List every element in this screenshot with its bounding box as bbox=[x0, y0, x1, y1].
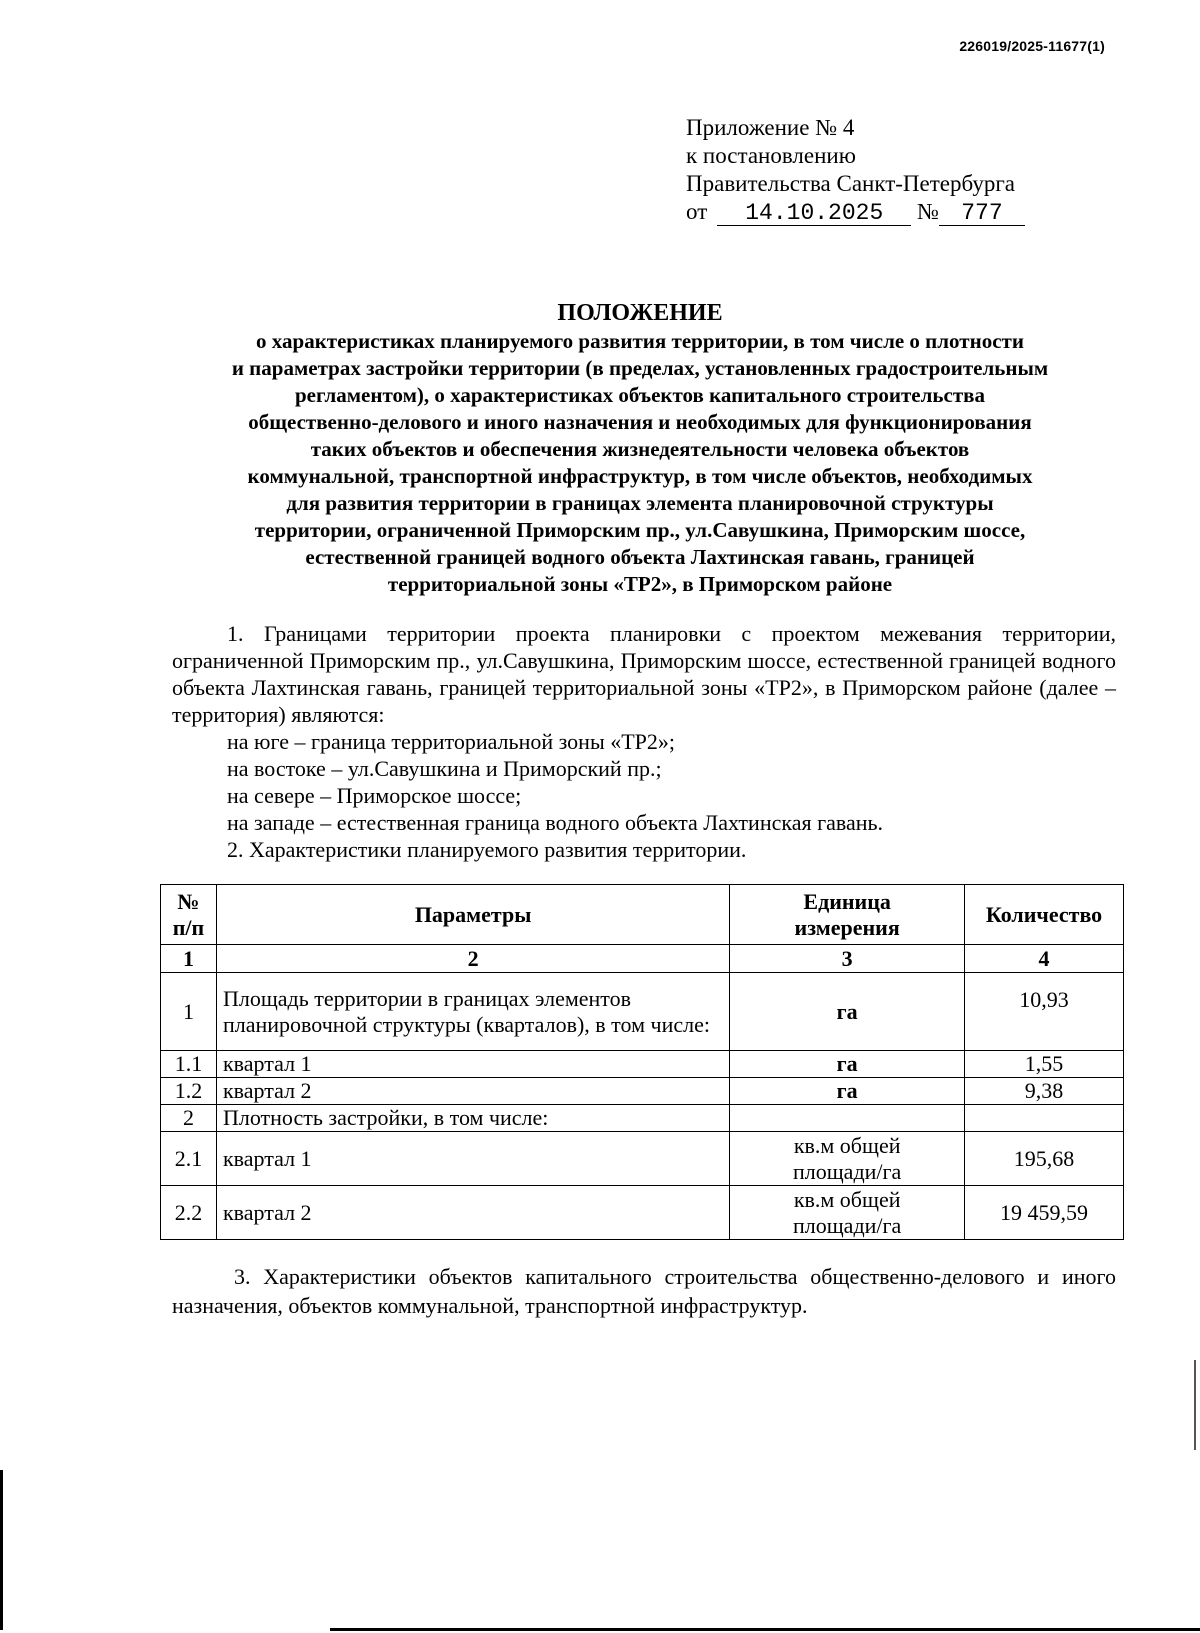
scan-edge-mark bbox=[0, 1470, 3, 1630]
section-1-intro: 1. Границами территории проекта планировки с проектом межевания территории, ограниченной Приморским пр., ул.Савушкина, Приморским шоссе, естественной границей водного объекта Лахтинская гавань, границей территориальной зоны «ТР2», в Приморском районе (далее – территория) являются: bbox=[172, 621, 1116, 727]
row-unit-line-2: площади/га bbox=[792, 1212, 902, 1238]
scan-edge-mark-right bbox=[1194, 1360, 1196, 1450]
title-line: для развития территории в границах элемента планировочной структуры bbox=[286, 491, 994, 515]
title-line: коммунальной, транспортной инфраструктур, в том числе объектов, необходимых bbox=[247, 464, 1033, 488]
decree-number: 777 bbox=[939, 201, 1025, 226]
title-line: территориальной зоны «ТР2», в Приморском районе bbox=[387, 572, 893, 596]
section-3 bbox=[172, 1262, 1116, 1320]
number-label: № bbox=[917, 199, 939, 224]
appendix-header bbox=[686, 114, 1025, 226]
row-number: 2.2 bbox=[161, 1186, 217, 1240]
row-parameter: квартал 2 bbox=[216, 1078, 729, 1105]
column-number-row bbox=[161, 945, 1124, 973]
table-row bbox=[161, 1078, 1124, 1105]
boundary-west: на западе – естественная граница водного объекта Лахтинская гавань. bbox=[227, 810, 884, 835]
header-number-line-1: № bbox=[177, 888, 200, 914]
row-unit bbox=[730, 1186, 965, 1240]
decree-date: 14.10.2025 bbox=[717, 201, 911, 226]
title-line: о характеристиках планируемого развития территории, в том числе о плотности bbox=[256, 329, 1024, 353]
section-2-heading: 2. Характеристики планируемого развития территории. bbox=[227, 837, 747, 862]
row-unit-line-2: площади/га bbox=[792, 1158, 902, 1184]
row-quantity: 195,68 bbox=[965, 1132, 1124, 1186]
column-number: 1 bbox=[161, 945, 217, 973]
header-unit-line-1: Единица bbox=[803, 888, 891, 914]
column-number: 4 bbox=[965, 945, 1124, 973]
row-quantity: 1,55 bbox=[965, 1051, 1124, 1078]
appendix-date-row bbox=[686, 198, 1025, 226]
row-unit bbox=[730, 1132, 965, 1186]
row-number: 1.1 bbox=[161, 1051, 217, 1078]
row-parameter: Площадь территории в границах элементов планировочной структуры (кварталов), в том числе: bbox=[216, 973, 729, 1051]
appendix-line-3: Правительства Санкт-Петербурга bbox=[686, 171, 1015, 196]
row-quantity bbox=[965, 1105, 1124, 1132]
title-line: таких объектов и обеспечения жизнедеятельности человека объектов bbox=[310, 437, 970, 461]
table-row bbox=[161, 973, 1124, 1051]
row-quantity: 10,93 bbox=[965, 973, 1124, 1051]
title-heading: ПОЛОЖЕНИЕ bbox=[557, 300, 723, 326]
characteristics-table bbox=[160, 884, 1124, 1240]
table-row bbox=[161, 1051, 1124, 1078]
boundary-east: на востоке – ул.Савушкина и Приморский пр.; bbox=[227, 756, 662, 781]
row-number: 1 bbox=[161, 973, 217, 1051]
title-line: естественной границей водного объекта Лахтинская гавань, границей bbox=[305, 545, 975, 569]
document-registration-number: 226019/2025-11677(1) bbox=[959, 38, 1105, 54]
row-unit: га bbox=[730, 973, 965, 1051]
column-number: 2 bbox=[216, 945, 729, 973]
title-line: регламентом), о характеристиках объектов капитального строительства bbox=[295, 383, 985, 407]
row-unit bbox=[730, 1105, 965, 1132]
row-parameter: квартал 1 bbox=[216, 1051, 729, 1078]
row-number: 2 bbox=[161, 1105, 217, 1132]
row-number: 2.1 bbox=[161, 1132, 217, 1186]
appendix-line-2: к постановлению bbox=[686, 143, 856, 168]
scan-bottom-line bbox=[330, 1628, 1200, 1631]
row-parameter: квартал 2 bbox=[216, 1186, 729, 1240]
table-header-row bbox=[161, 885, 1124, 945]
header-parameters: Параметры bbox=[216, 885, 729, 945]
appendix-line-1: Приложение № 4 bbox=[686, 115, 855, 140]
row-unit: га bbox=[730, 1051, 965, 1078]
section-3-text: 3. Характеристики объектов капитального строительства общественно-делового и иного назначения, объектов коммунальной, транспортной инфраструктур. bbox=[172, 1264, 1116, 1318]
header-number-line-2: п/п bbox=[172, 914, 205, 940]
title-line: общественно-делового и иного назначения и необходимых для функционирования bbox=[248, 410, 1032, 434]
row-unit-line-1: кв.м общей bbox=[793, 1132, 901, 1158]
row-number: 1.2 bbox=[161, 1078, 217, 1105]
row-unit: га bbox=[730, 1078, 965, 1105]
document-title bbox=[160, 298, 1120, 598]
section-1 bbox=[172, 620, 1116, 863]
table-row bbox=[161, 1132, 1124, 1186]
header-number bbox=[161, 885, 217, 945]
header-quantity: Количество bbox=[965, 885, 1124, 945]
row-quantity: 19 459,59 bbox=[965, 1186, 1124, 1240]
table-row bbox=[161, 1186, 1124, 1240]
title-line: территории, ограниченной Приморским пр., ул.Савушкина, Приморским шоссе, bbox=[254, 518, 1026, 542]
row-quantity: 9,38 bbox=[965, 1078, 1124, 1105]
row-unit-line-1: кв.м общей bbox=[793, 1186, 901, 1212]
header-unit-line-2: измерения bbox=[794, 914, 900, 940]
boundary-north: на севере – Приморское шоссе; bbox=[227, 783, 522, 808]
row-parameter: Плотность застройки, в том числе: bbox=[216, 1105, 729, 1132]
from-label: от bbox=[686, 199, 708, 224]
column-number: 3 bbox=[730, 945, 965, 973]
title-line: и параметрах застройки территории (в пределах, установленных градостроительным bbox=[231, 356, 1049, 380]
row-parameter: квартал 1 bbox=[216, 1132, 729, 1186]
boundary-south: на юге – граница территориальной зоны «ТР2»; bbox=[227, 729, 676, 754]
table-row bbox=[161, 1105, 1124, 1132]
header-unit bbox=[730, 885, 965, 945]
